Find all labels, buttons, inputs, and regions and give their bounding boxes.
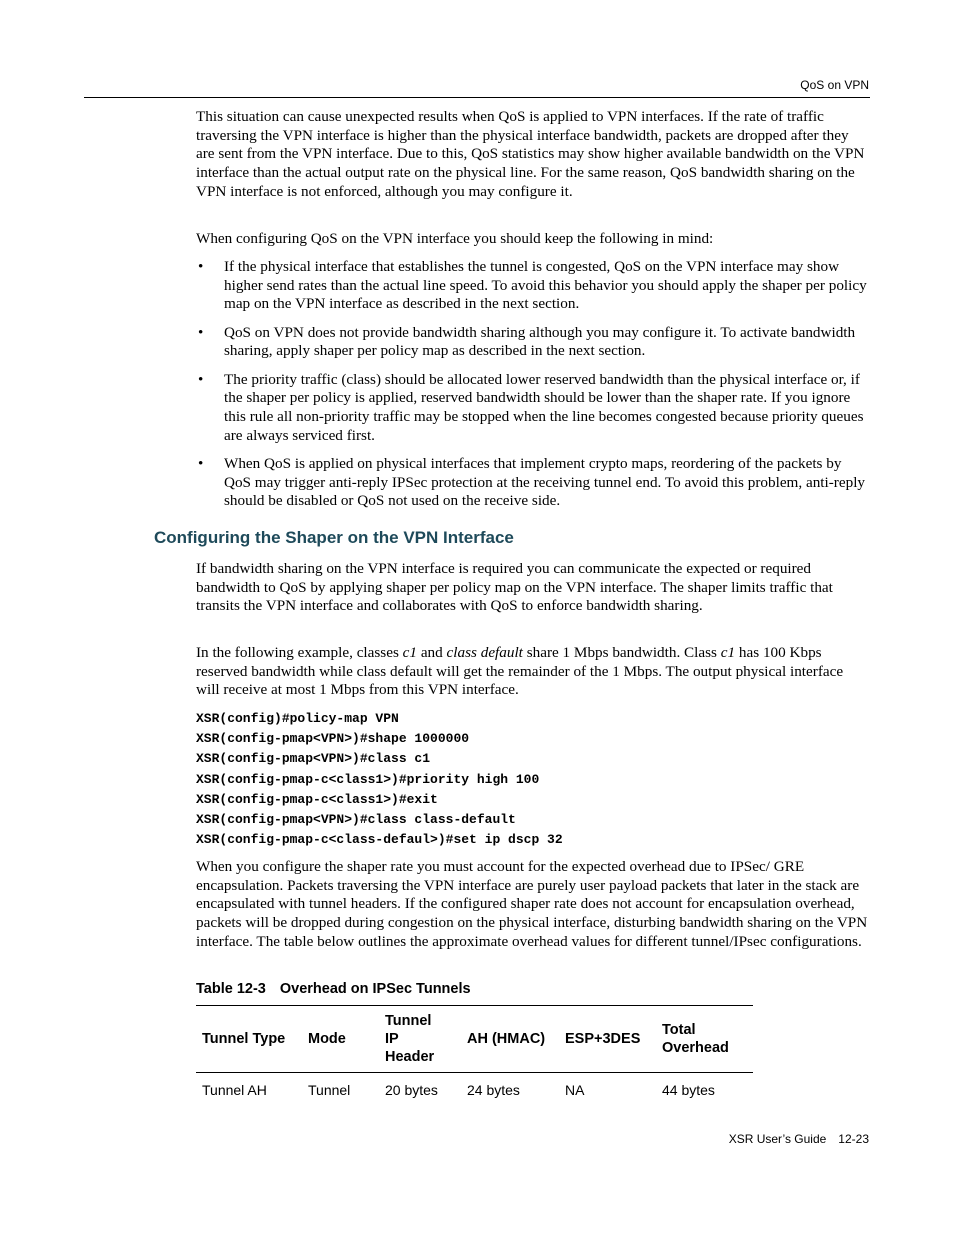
list-item bbox=[196, 324, 870, 361]
header-text: Tunnel bbox=[385, 1013, 432, 1029]
header-text: Overhead bbox=[662, 1040, 729, 1056]
bullet-glyph: • bbox=[198, 323, 204, 341]
table-cell: NA bbox=[565, 1082, 585, 1098]
running-head: QoS on VPN bbox=[800, 78, 869, 92]
table-cell: 44 bytes bbox=[662, 1082, 715, 1098]
table-title: Overhead on IPSec Tunnels bbox=[279, 981, 471, 997]
code-line: XSR(config)#policy-map VPN bbox=[196, 711, 399, 726]
table-caption bbox=[196, 981, 471, 997]
header-rule bbox=[84, 97, 870, 98]
paragraph-text: If bandwidth sharing on the VPN interface is required you can communicate the expected or required bandwidth to QoS by applying shaper per policy map on the VPN interface. The shaper limits traffic that transits the VPN interface and collaborates with QoS to enforce bandwidth sharing. bbox=[196, 560, 833, 615]
header-text: AH (HMAC) bbox=[467, 1031, 546, 1047]
text-run: and bbox=[417, 644, 447, 661]
paragraph-text bbox=[196, 644, 870, 700]
paragraph-text: When you configure the shaper rate you must account for the expected overhead due to IPSec/ GRE encapsulation. Packets traversing the VPN interface are purely user payload packets that later in the stack are encapsulated with tunnel headers. If the configured shaper rate does not account for encapsulation overhead, packets will be dropped during congestion on the physical interface, disturbing bandwidth sharing on the VPN interface. The table below outlines the approximate overhead values for different tunnel/IPsec configurations. bbox=[196, 858, 868, 950]
intro-paragraph-1 bbox=[196, 108, 870, 202]
list-item-text: QoS on VPN does not provide bandwidth sharing although you may configure it. To activate bandwidth sharing, apply shaper per policy map as described in the next section. bbox=[224, 323, 856, 360]
text-run: In the following example, classes bbox=[196, 644, 403, 661]
cli-example bbox=[196, 709, 870, 850]
table-header-row bbox=[196, 1006, 753, 1073]
list-item-text: When QoS is applied on physical interfaces that implement crypto maps, reordering of the packets by QoS may trigger anti-reply IPSec protection at the receiving tunnel end. To avoid this problem, anti-reply should be disabled or QoS not used on the receive side. bbox=[224, 454, 866, 510]
column-header bbox=[302, 1006, 379, 1073]
code-line: XSR(config-pmap-c<class-defaul>)#set ip dscp 32 bbox=[196, 832, 563, 848]
text-run: share 1 Mbps bandwidth. Class bbox=[522, 644, 721, 661]
code-line: XSR(config-pmap-c<class1>)#exit bbox=[196, 791, 438, 807]
bullet-glyph: • bbox=[198, 258, 204, 275]
table-row bbox=[196, 1073, 753, 1108]
paragraph-text: This situation can cause unexpected results when QoS is applied to VPN interfaces. If the rate of traffic traversing the VPN interface is higher than the physical interface bandwidth, packets are dropped after they are sent from the VPN interface. Due to this, QoS statistics may show higher available bandwidth on the VPN interface than the actual output rate on the physical line. For the same reason, QoS bandwidth sharing on the VPN interface is not enforced, although you may configure it. bbox=[196, 108, 865, 200]
considerations-list bbox=[196, 258, 870, 511]
list-item bbox=[196, 371, 870, 446]
column-header bbox=[379, 1006, 461, 1073]
column-header bbox=[196, 1006, 302, 1073]
page-number: 12-23 bbox=[838, 1132, 869, 1146]
code-line: XSR(config-pmap<VPN>)#class c1 bbox=[196, 751, 431, 767]
section-paragraph-3 bbox=[196, 858, 870, 952]
table-cell: 20 bytes bbox=[385, 1082, 438, 1098]
intro-paragraph-2 bbox=[196, 230, 870, 249]
header-text: Total bbox=[662, 1022, 696, 1038]
code-line: XSR(config-pmap<VPN>)#class class-default bbox=[196, 812, 516, 828]
header-text: IP bbox=[385, 1031, 399, 1047]
class-name-c1: c1 bbox=[402, 644, 418, 661]
header-text: Header bbox=[385, 1049, 435, 1065]
class-name-c1: c1 bbox=[720, 644, 736, 661]
header-text: ESP+3DES bbox=[565, 1031, 641, 1047]
bullet-glyph: • bbox=[198, 370, 204, 388]
code-line: XSR(config-pmap-c<class1>)#priority high 100 bbox=[196, 771, 540, 787]
code-line: XSR(config-pmap<VPN>)#shape 1000000 bbox=[196, 731, 470, 747]
section-heading: Configuring the Shaper on the VPN Interface bbox=[154, 528, 514, 547]
section-paragraph-1 bbox=[196, 560, 870, 616]
column-header bbox=[461, 1006, 559, 1073]
paragraph-text: When configuring QoS on the VPN interface you should keep the following in mind: bbox=[196, 230, 714, 247]
list-item bbox=[196, 258, 870, 314]
guide-title: XSR User’s Guide bbox=[728, 1132, 827, 1146]
list-item-text: If the physical interface that establishes the tunnel is congested, QoS on the VPN interface may show higher send rates than the actual line speed. To avoid this behavior you should apply the shaper per policy map on the VPN interface as described in the next section. bbox=[224, 258, 867, 313]
column-header bbox=[656, 1006, 753, 1073]
bullet-glyph: • bbox=[198, 454, 204, 472]
table-cell: 24 bytes bbox=[467, 1082, 520, 1098]
overhead-table bbox=[196, 1005, 753, 1107]
table-cell: Tunnel bbox=[308, 1082, 351, 1098]
header-text: Tunnel Type bbox=[202, 1031, 286, 1047]
text-run: has 100 Kbps reserved bandwidth while class default will get the remainder of the 1 Mbps. The output physical interface will receive at most 1 Mbps from this VPN interface. bbox=[196, 644, 844, 699]
class-name-default: class default bbox=[446, 644, 523, 661]
table-number: Table 12-3 bbox=[196, 981, 266, 997]
header-text: Mode bbox=[308, 1031, 346, 1047]
list-item bbox=[196, 455, 870, 511]
page-footer bbox=[729, 1132, 869, 1146]
column-header bbox=[559, 1006, 656, 1073]
list-item-text: The priority traffic (class) should be allocated lower reserved bandwidth than the physical interface or, if the shaper per policy is applied, reserved bandwidth should be lower than the shaper rate. If you ignore this rule all non-priority traffic may be stopped when the line becomes congested because priority queues are always serviced first. bbox=[224, 370, 864, 444]
section-paragraph-2 bbox=[196, 644, 870, 700]
table-cell: Tunnel AH bbox=[202, 1082, 267, 1098]
